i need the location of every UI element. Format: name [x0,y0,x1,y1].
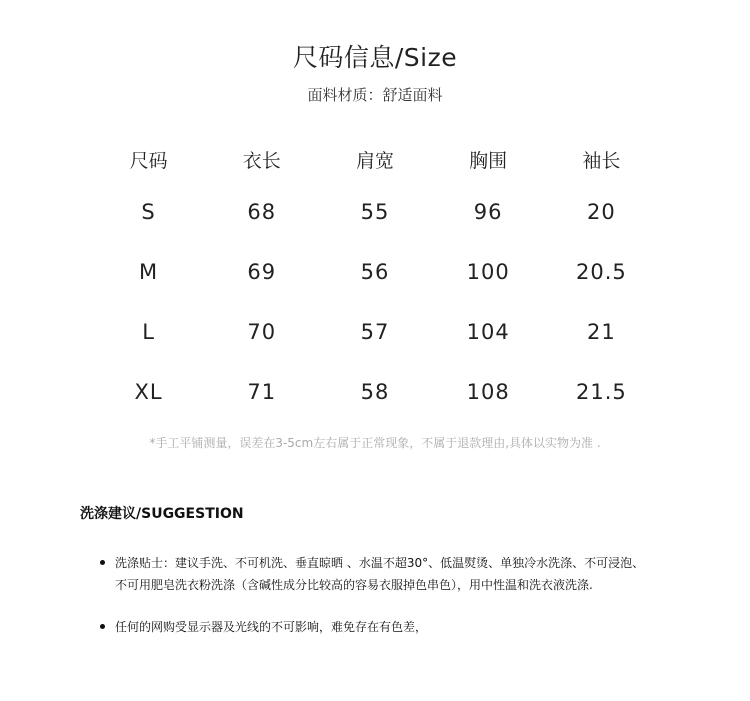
table-cell: 69 [247,260,277,284]
material-info: 面料材质：舒适面料 [307,86,443,104]
list-item [98,616,738,638]
list-item [98,552,738,596]
bullet-icon [100,624,105,629]
page-title: 尺码信息/Size [292,43,458,72]
table-cell: XL [134,380,163,404]
table-cell: 56 [360,260,390,284]
header-size: 尺码 [129,149,168,172]
header-chest: 胸围 [469,149,508,172]
table-cell: S [141,200,156,224]
measurement-note: *手工平铺测量，误差在3-5cm左右属于正常现象，不属于退款理由,具体以实物为准 . [149,436,601,450]
table-cell: 68 [247,200,277,224]
table-cell: 55 [360,200,390,224]
table-header-row [92,136,658,182]
table-cell: 96 [473,200,503,224]
table-cell: 57 [360,320,390,344]
header-length: 衣长 [242,149,281,172]
suggestion-heading: 洗涤建议/SUGGESTION [80,506,244,522]
header-shoulder: 肩宽 [355,149,394,172]
table-cell: 20.5 [575,260,627,284]
table-row [92,242,658,302]
table-cell: 21 [587,320,616,344]
table-cell: 104 [466,320,510,344]
table-cell: 108 [466,380,510,404]
suggestion-line: 不可用肥皂洗衣粉洗涤（含碱性成分比较高的容易衣服掉色串色），用中性温和洗衣液洗涤. [115,578,593,592]
table-row [92,182,658,242]
table-cell: 21.5 [575,380,627,404]
bullet-icon [100,560,105,565]
suggestion-list [98,552,738,638]
table-cell: 71 [247,380,277,404]
header-sleeve: 袖长 [582,149,621,172]
table-cell: 20 [587,200,616,224]
table-cell: 100 [466,260,510,284]
table-cell: 70 [247,320,277,344]
table-row [92,302,658,362]
suggestion-line: 任何的网购受显示器及光线的不可影响，难免存在有色差， [115,620,428,634]
suggestion-line: 洗涤贴士：建议手洗、不可机洗、垂直晾晒 、水温不超30°、低温熨烫、单独冷水洗涤、不可浸泡、 [115,556,645,570]
table-cell: 58 [360,380,390,404]
table-cell: L [142,320,155,344]
size-table [92,136,658,422]
table-cell: M [139,260,159,284]
table-row [92,362,658,422]
